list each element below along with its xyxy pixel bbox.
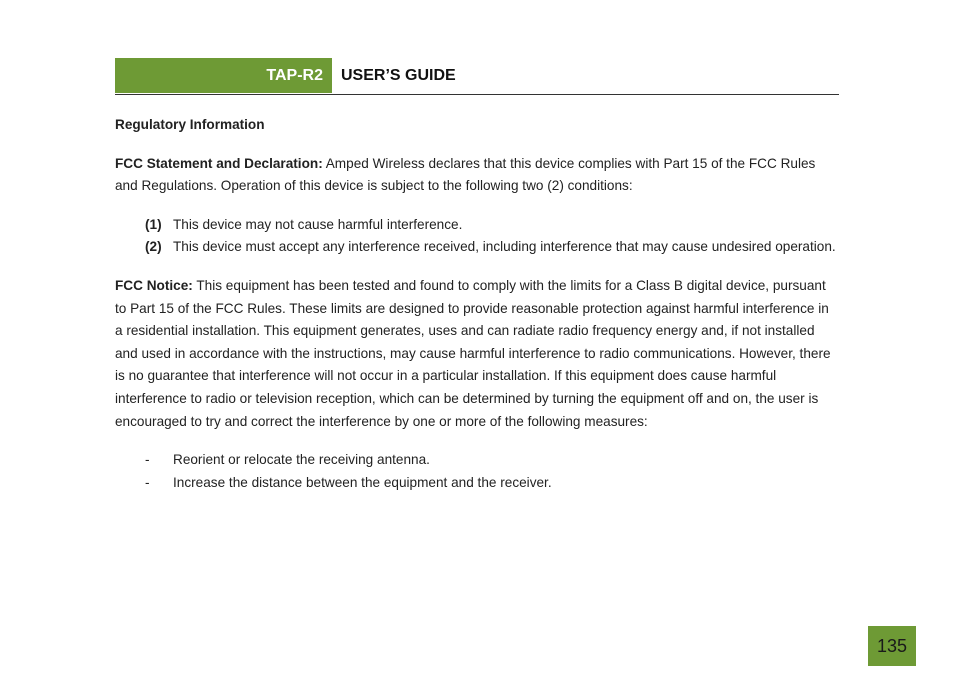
section-title: Regulatory Information (115, 117, 265, 132)
condition-item (145, 236, 839, 259)
page-header (115, 58, 839, 95)
condition-text: This device must accept any interference received, including interference that may cause undesired operation. (173, 239, 836, 255)
fcc-notice-paragraph (115, 275, 839, 433)
condition-number: (2) (145, 239, 162, 255)
conditions-list (115, 214, 839, 259)
condition-item (145, 214, 839, 237)
measure-item (145, 472, 839, 495)
measure-dash: - (145, 474, 150, 490)
condition-number: (1) (145, 216, 162, 232)
page-number: 135 (868, 626, 916, 666)
product-name-badge (115, 58, 332, 93)
guide-title: USER’S GUIDE (341, 66, 456, 84)
measures-list (115, 449, 839, 494)
measure-dash: - (145, 452, 150, 468)
document-body (115, 114, 839, 494)
fcc-statement-label: FCC Statement and Declaration: (115, 155, 323, 171)
measure-text: Increase the distance between the equipment and the receiver. (173, 474, 552, 490)
fcc-notice-text: This equipment has been tested and found to comply with the limits for a Class B digital device, pursuant to Part 15 of the FCC Rules. These limits are designed to provide reasonable protection against harmful interference in a residential installation. This equipment generates, uses and can radiate radio frequency energy and, if not installed and used in accordance with the instructions, may cause harmful interference to radio communications. However, there is no guarantee that interference will not occur in a particular installation. If this equipment does cause harmful interference to radio or television reception, which can be determined by turning the equipment off and on, the user is encouraged to try and correct the interference by one or more of the following measures: (115, 277, 831, 429)
fcc-notice-label: FCC Notice: (115, 277, 193, 293)
fcc-statement-text: Amped Wireless declares that this device complies with Part 15 of the FCC Rules and Regulations. Operation of this device is subject to the following two (2) conditions: (115, 155, 816, 194)
measure-item (145, 449, 839, 472)
product-name: TAP-R2 (266, 66, 323, 84)
fcc-statement-paragraph (115, 153, 839, 198)
measure-text: Reorient or relocate the receiving antenna. (173, 452, 430, 468)
condition-text: This device may not cause harmful interference. (173, 216, 463, 232)
